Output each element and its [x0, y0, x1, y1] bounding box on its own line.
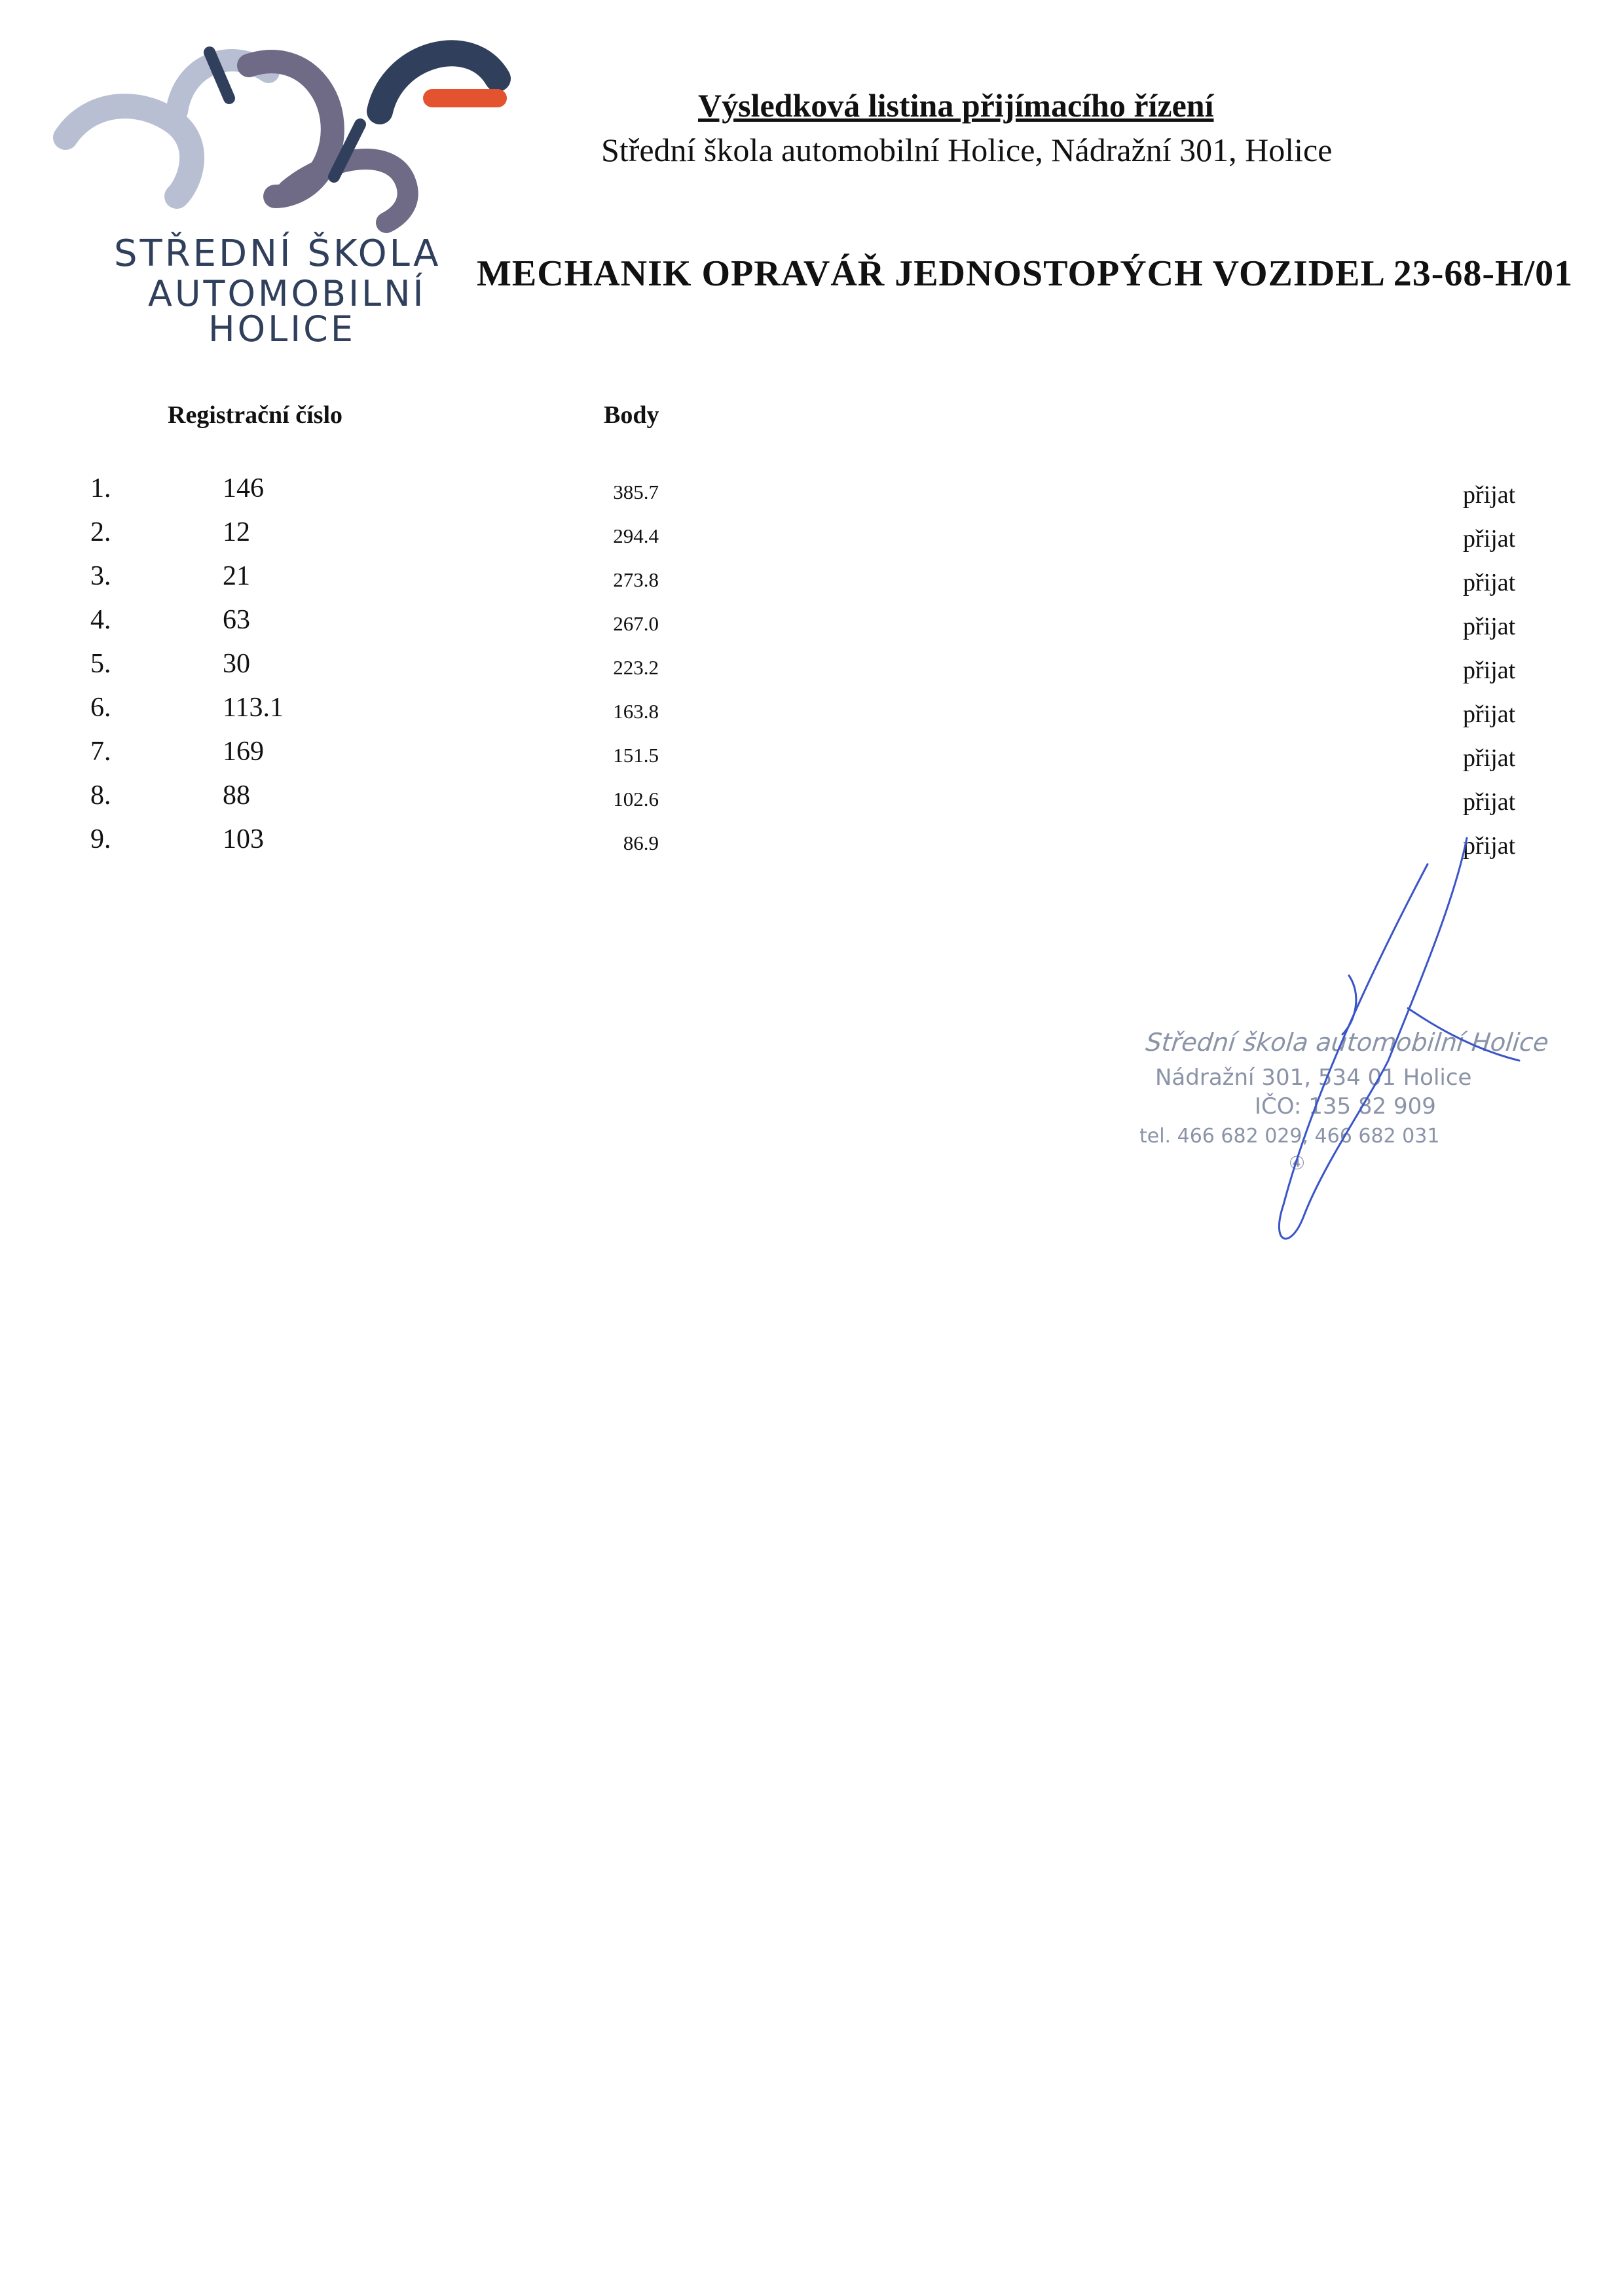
row-registration: 113.1 [223, 693, 284, 723]
row-points: 294.4 [613, 524, 659, 547]
row-registration: 12 [223, 517, 250, 547]
row-status: přijat [1463, 657, 1516, 684]
stamp-line-3: IČO: 135 82 909 [1255, 1093, 1436, 1120]
table-row [0, 648, 1624, 691]
row-points: 385.7 [613, 481, 659, 503]
row-status: přijat [1463, 701, 1516, 728]
signature-stroke [1279, 838, 1519, 1239]
row-status: přijat [1463, 569, 1516, 596]
row-points: 102.6 [613, 788, 659, 811]
row-order: 8. [90, 780, 111, 811]
row-points: 273.8 [613, 568, 659, 591]
stamp-line-2: Nádražní 301, 534 01 Holice [1155, 1065, 1472, 1091]
field-of-study-title: MECHANIK OPRAVÁŘ JEDNOSTOPÝCH VOZIDEL 23-68-H/01 [477, 253, 1574, 294]
school-logo [52, 26, 524, 350]
stamp-line-1: Střední škola automobilní Holice [1144, 1028, 1551, 1057]
row-status: přijat [1463, 481, 1516, 509]
row-status: přijat [1463, 613, 1516, 640]
column-header-points: Body [604, 401, 659, 429]
row-points: 223.2 [613, 656, 659, 679]
row-order: 9. [90, 824, 111, 854]
table-row [0, 736, 1624, 779]
table-row [0, 780, 1624, 823]
stamp-line-4: tel. 466 682 029, 466 682 031 [1139, 1125, 1440, 1148]
table-row [0, 560, 1624, 604]
logo-line-3: HOLICE [208, 308, 356, 350]
logo-graphic [52, 26, 524, 242]
row-order: 2. [90, 517, 111, 547]
row-registration: 146 [223, 473, 264, 503]
row-order: 4. [90, 605, 111, 635]
table-row [0, 473, 1624, 516]
stamp-line-5: ④ [1289, 1152, 1306, 1174]
row-order: 1. [90, 473, 111, 503]
row-registration: 63 [223, 605, 250, 635]
row-status: přijat [1463, 788, 1516, 816]
logo-line-2: AUTOMOBILNÍ [148, 273, 426, 314]
row-status: přijat [1463, 744, 1516, 772]
column-header-registration: Registrační číslo [168, 401, 343, 429]
document-subtitle: Střední škola automobilní Holice, Nádražní 301, Holice [601, 132, 1333, 168]
row-registration: 103 [223, 824, 264, 854]
table-row [0, 692, 1624, 735]
row-registration: 21 [223, 561, 250, 591]
row-status: přijat [1463, 525, 1516, 553]
row-registration: 169 [223, 737, 264, 767]
logo-line-1: STŘEDNÍ ŠKOLA [114, 232, 441, 275]
row-points: 151.5 [613, 744, 659, 767]
row-points: 163.8 [613, 700, 659, 723]
row-order: 5. [90, 649, 111, 679]
row-status: přijat [1463, 832, 1516, 860]
row-order: 3. [90, 561, 111, 591]
row-order: 7. [90, 737, 111, 767]
signature [1192, 825, 1532, 1270]
row-points: 86.9 [623, 831, 659, 854]
row-order: 6. [90, 693, 111, 723]
row-points: 267.0 [613, 612, 659, 635]
table-row [0, 604, 1624, 647]
row-registration: 88 [223, 780, 250, 811]
row-registration: 30 [223, 649, 250, 679]
table-row [0, 517, 1624, 560]
document-title: Výsledková listina přijímacího řízení [698, 87, 1214, 124]
